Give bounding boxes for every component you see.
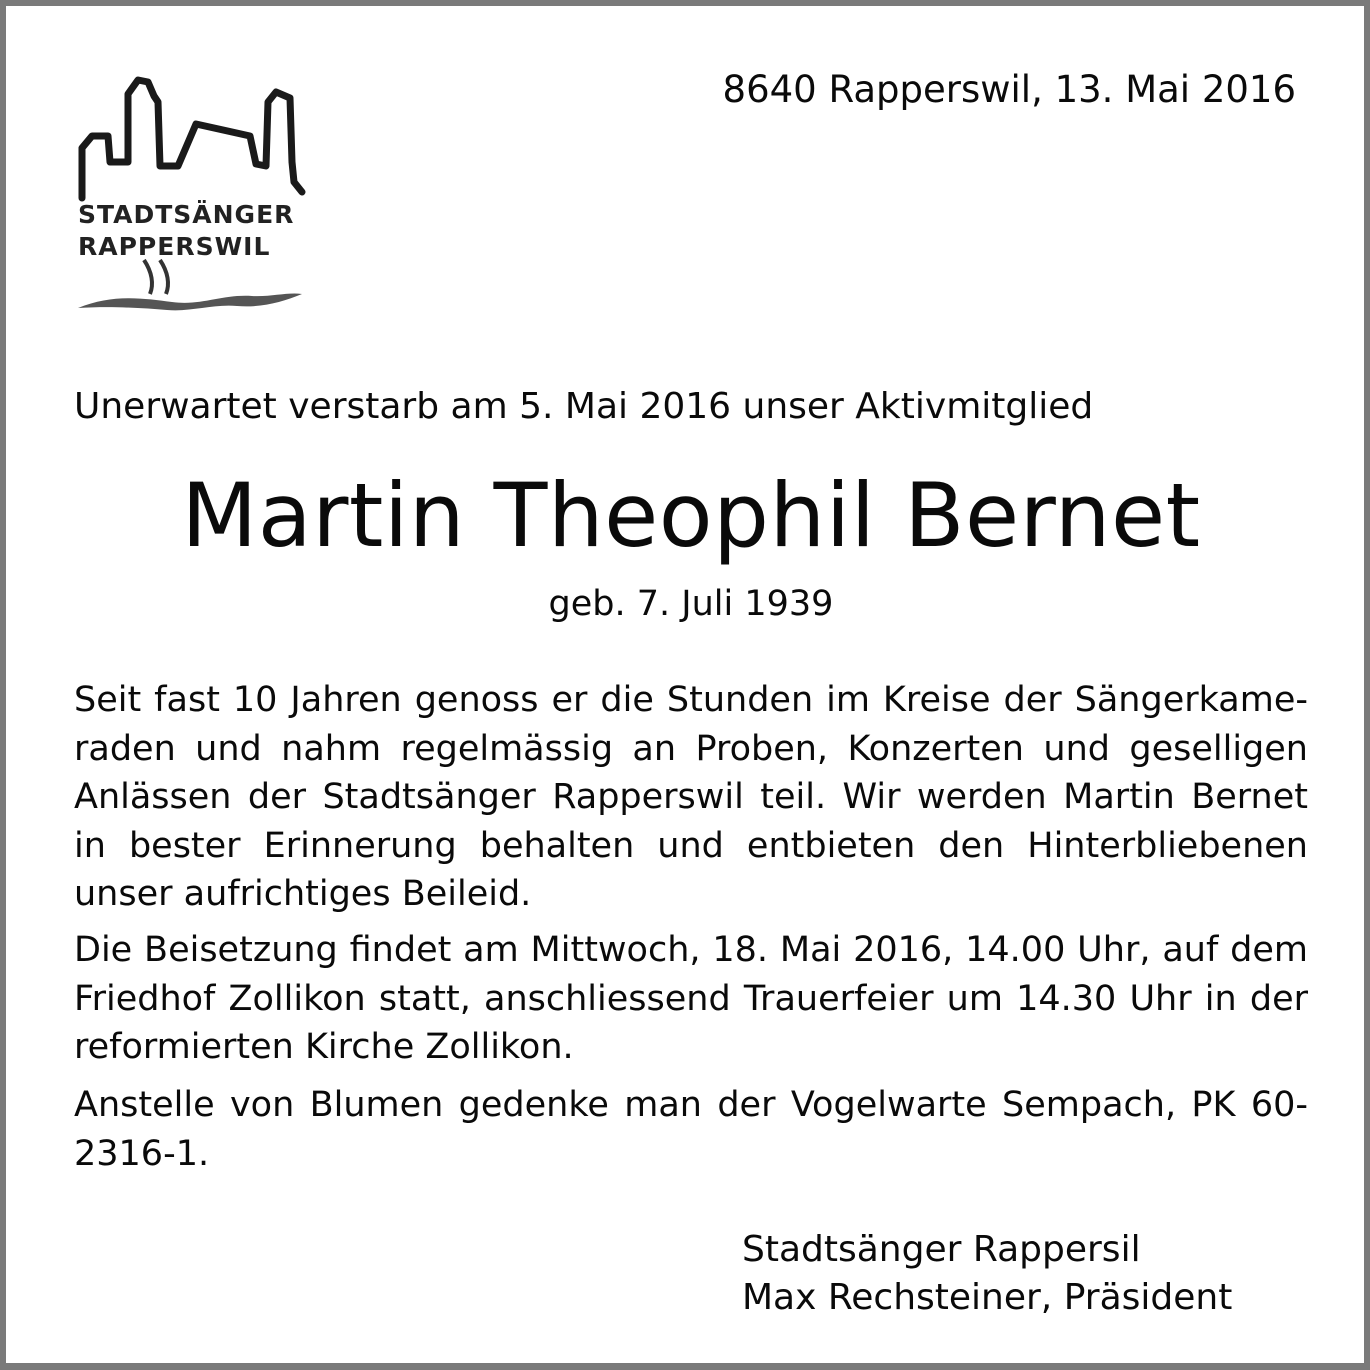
paragraph-funeral: Die Beisetzung findet am Mittwoch, 18. Mai 2016, 14.00 Uhr, auf dem Friedhof Zollikon statt, anschliessend Trauerfeier um 14.30 Uhr in der reformierten Kirche Zollikon. — [74, 930, 1308, 1067]
birth-date: geb. 7. Juli 1939 — [548, 584, 834, 624]
logo-text-line2: RAPPERSWIL — [78, 232, 271, 261]
deceased-name: Martin Theophil Bernet — [181, 464, 1201, 567]
paragraph-donation: Anstelle von Blumen gedenke man der Vogelwarte Sempach, PK 60-2316-1. — [74, 1085, 1308, 1174]
stadtsaenger-logo — [72, 72, 312, 322]
paragraph-tribute: Seit fast 10 Jahren genoss er die Stunden im Kreise der Sängerkameraden und nahm regelmässig an Proben, Konzerten und geselligen Anlässen der Stadtsänger Rapperswil teil. Wir werden Martin Bernet in bester Erinnerung behalten und entbieten den Hinterbliebenen unser aufrichtiges Beileid. — [74, 680, 1308, 914]
castle-skyline-icon — [72, 72, 312, 322]
logo-text-line1: STADTSÄNGER — [78, 200, 295, 229]
signature-person: Max Rechsteiner, Präsident — [742, 1277, 1233, 1318]
intro-line: Unerwartet verstarb am 5. Mai 2016 unser Aktivmitglied — [74, 386, 1094, 427]
place-date: 8640 Rapperswil, 13. Mai 2016 — [722, 68, 1296, 111]
signature-block — [742, 1226, 1232, 1322]
signature-organization: Stadtsänger Rappersil — [742, 1229, 1141, 1270]
